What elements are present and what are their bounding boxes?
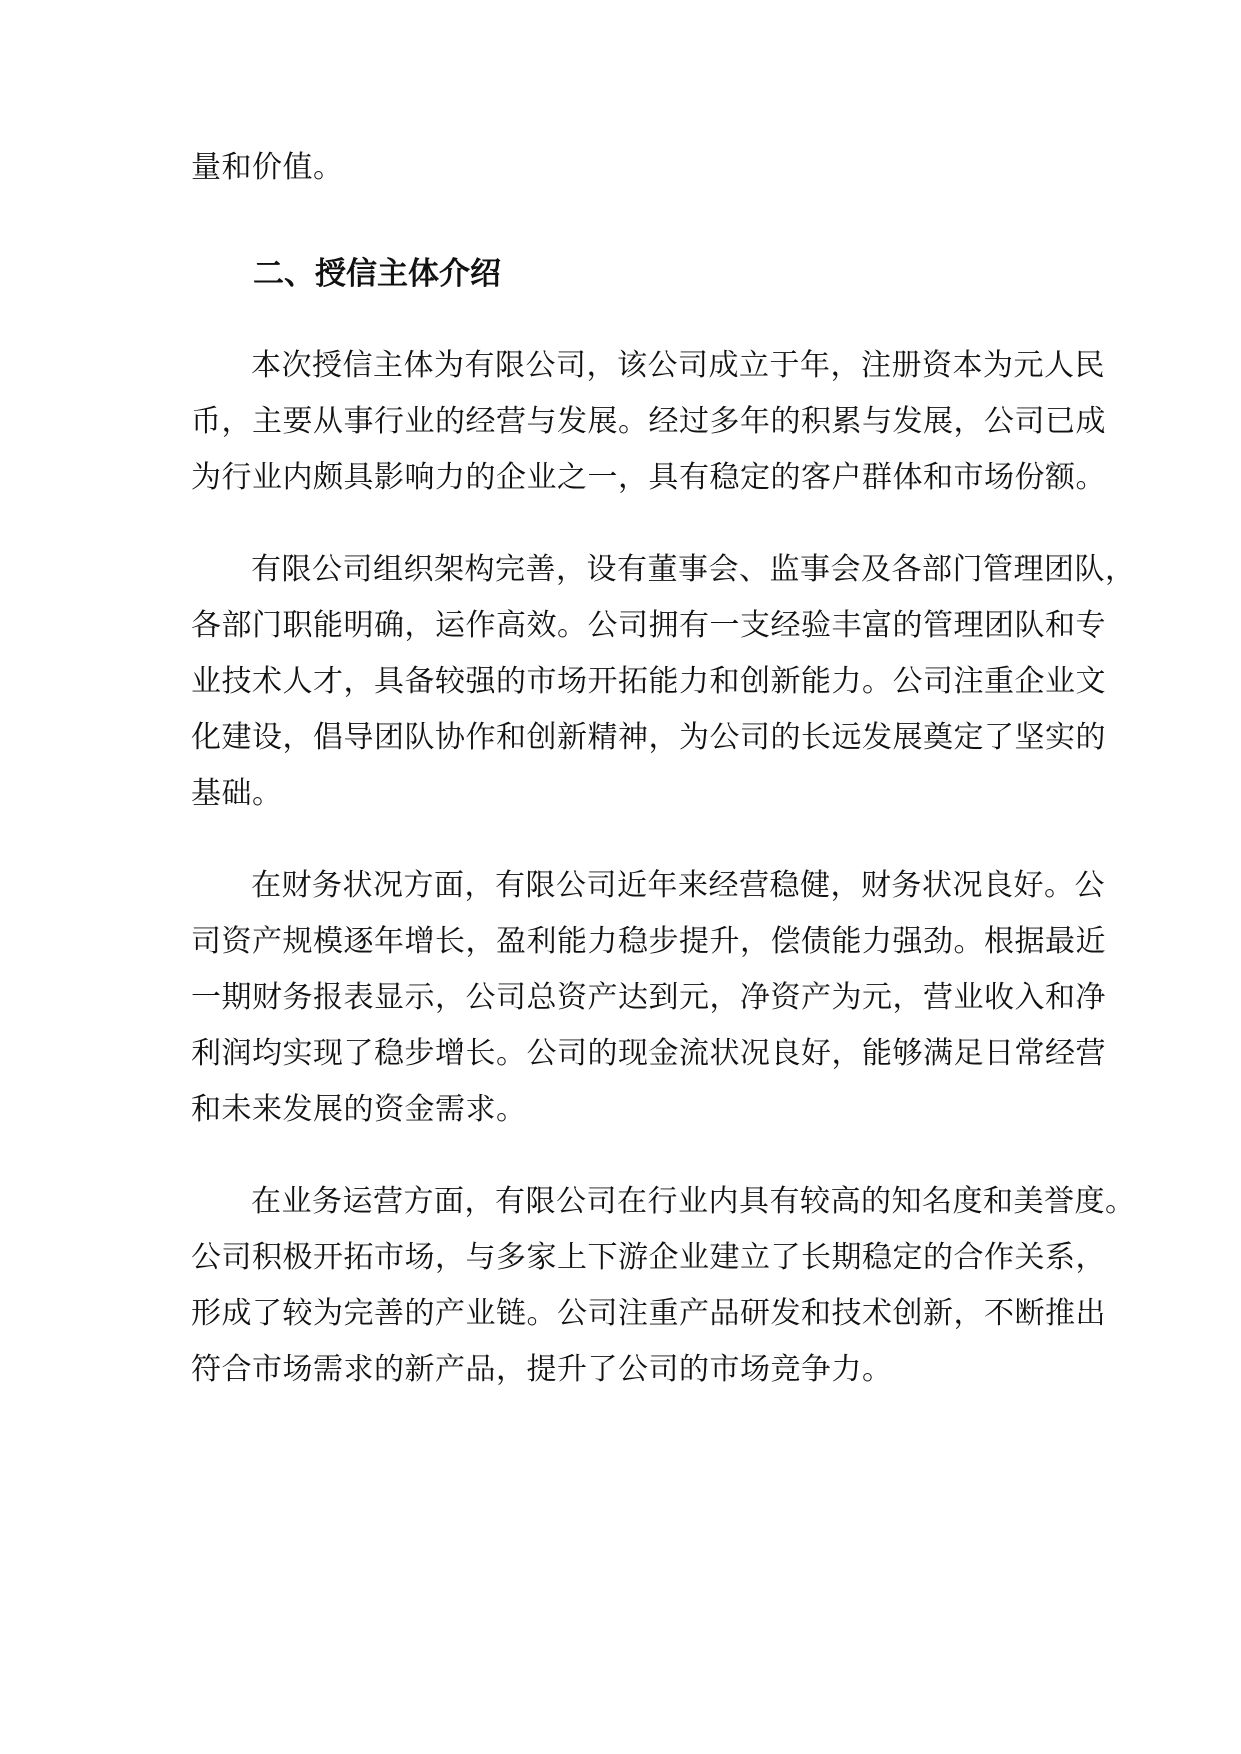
spacer [191,506,1061,542]
paragraph-operations [191,1174,1136,1398]
paragraph-line: 在财务状况方面，有限公司近年来经营稳健，财务状况良好。公 [251,868,1105,903]
spacer [191,822,1061,858]
paragraph-overview [191,338,1106,506]
paragraph-line: 化建设，倡导团队协作和创新精神，为公司的长远发展奠定了坚实的 [191,720,1106,755]
paragraph-line: 利润均实现了稳步增长。公司的现金流状况良好，能够满足日常经营 [191,1036,1106,1071]
paragraph-line: 各部门职能明确，运作高效。公司拥有一支经验丰富的管理团队和专 [191,608,1106,643]
paragraph-line: 为行业内颇具影响力的企业之一，具有稳定的客户群体和市场份额。 [191,460,1106,495]
intro-tail-text: 量和价值。 [191,150,344,185]
section-heading: 二、授信主体介绍 [253,256,501,292]
paragraph-line: 在业务运营方面，有限公司在行业内具有较高的知名度和美誉度。 [251,1184,1136,1219]
spacer [191,196,1061,246]
paragraph-line: 业技术人才，具备较强的市场开拓能力和创新能力。公司注重企业文 [191,664,1106,699]
paragraph-line: 公司积极开拓市场，与多家上下游企业建立了长期稳定的合作关系， [191,1240,1106,1275]
paragraph-line: 和未来发展的资金需求。 [191,1092,527,1127]
paragraph-line: 司资产规模逐年增长，盈利能力稳步提升，偿债能力强劲。根据最近 [191,924,1106,959]
paragraph-financial [191,858,1106,1138]
spacer [191,1138,1061,1174]
paragraph-line: 一期财务报表显示，公司总资产达到元，净资产为元，营业收入和净 [191,980,1106,1015]
paragraph-line: 符合市场需求的新产品，提升了公司的市场竞争力。 [191,1352,893,1387]
paragraph-line: 形成了较为完善的产业链。公司注重产品研发和技术创新，不断推出 [191,1296,1106,1331]
paragraph-line: 本次授信主体为有限公司，该公司成立于年，注册资本为元人民 [251,348,1105,383]
paragraph-line: 币，主要从事行业的经营与发展。经过多年的积累与发展，公司已成 [191,404,1106,439]
spacer [191,302,1061,338]
paragraph-line: 有限公司组织架构完善，设有董事会、监事会及各部门管理团队， [251,552,1136,587]
paragraph-line: 基础。 [191,776,283,811]
page-content [191,140,1136,1398]
paragraph-organization [191,542,1136,822]
